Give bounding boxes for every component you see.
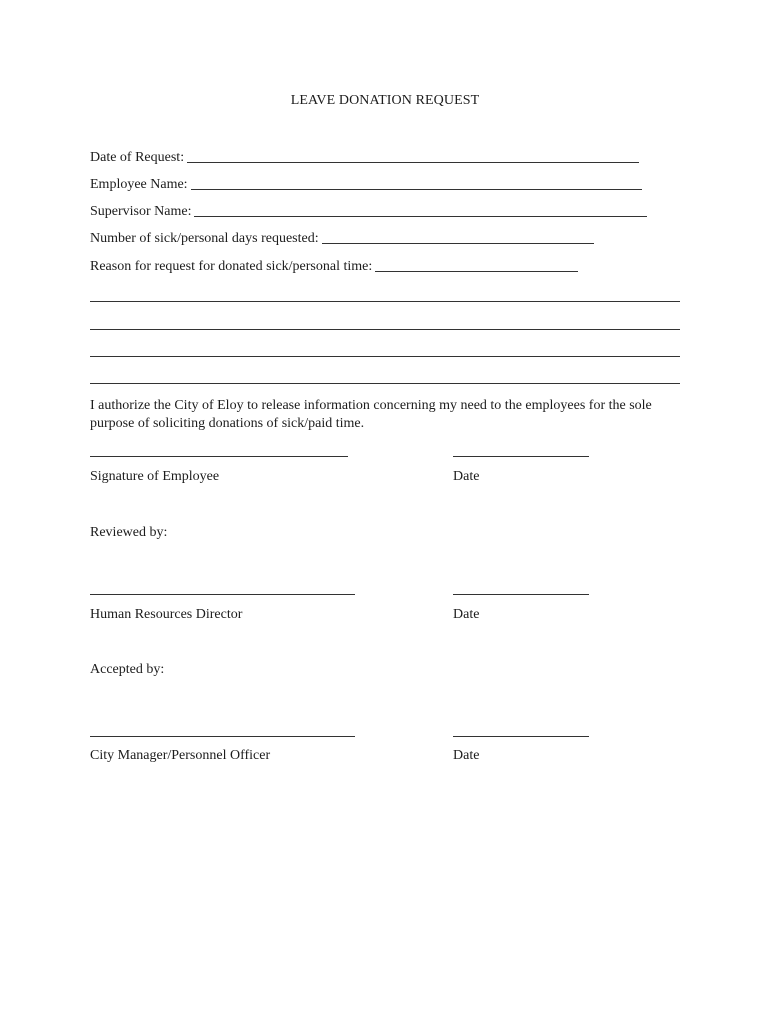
reason-line-1[interactable]: [90, 287, 680, 302]
hr-director-label: Human Resources Director: [90, 607, 243, 622]
employee-date-label: Date: [453, 469, 480, 484]
authorization-statement: I authorize the City of Eloy to release information concerning my need to the employees for the sole purpose of soliciting donations of sick/paid time.: [90, 398, 652, 431]
city-manager-label: City Manager/Personnel Officer: [90, 748, 271, 763]
employee-name-row: [90, 175, 642, 193]
employee-date-line[interactable]: [453, 456, 589, 457]
employee-signature-line[interactable]: [90, 456, 348, 457]
employee-signature-label: Signature of Employee: [90, 469, 220, 484]
form-title: LEAVE DONATION REQUEST: [290, 93, 480, 108]
date-of-request-label: Date of Request:: [90, 150, 185, 165]
hr-director-date-line[interactable]: [453, 594, 589, 595]
date-of-request-field[interactable]: [187, 148, 639, 163]
days-requested-label: Number of sick/personal days requested:: [90, 231, 319, 246]
city-manager-signature-line[interactable]: [90, 736, 355, 737]
days-requested-field[interactable]: [322, 229, 594, 244]
hr-director-date-label: Date: [453, 607, 480, 622]
city-manager-date-line[interactable]: [453, 736, 589, 737]
reason-line-2[interactable]: [90, 315, 680, 330]
days-requested-row: [90, 229, 594, 247]
employee-name-label: Employee Name:: [90, 177, 188, 192]
date-of-request-row: [90, 148, 639, 166]
reason-row: [90, 257, 578, 275]
supervisor-name-label: Supervisor Name:: [90, 204, 192, 219]
reviewed-by-heading: Reviewed by:: [90, 525, 168, 540]
city-manager-date-label: Date: [453, 748, 480, 763]
accepted-by-heading: Accepted by:: [90, 662, 165, 677]
supervisor-name-row: [90, 202, 647, 220]
reason-field[interactable]: [375, 257, 578, 272]
reason-line-4[interactable]: [90, 369, 680, 384]
reason-label: Reason for request for donated sick/personal time:: [90, 259, 373, 274]
supervisor-name-field[interactable]: [194, 202, 647, 217]
hr-director-signature-line[interactable]: [90, 594, 355, 595]
reason-line-3[interactable]: [90, 342, 680, 357]
employee-name-field[interactable]: [191, 175, 642, 190]
